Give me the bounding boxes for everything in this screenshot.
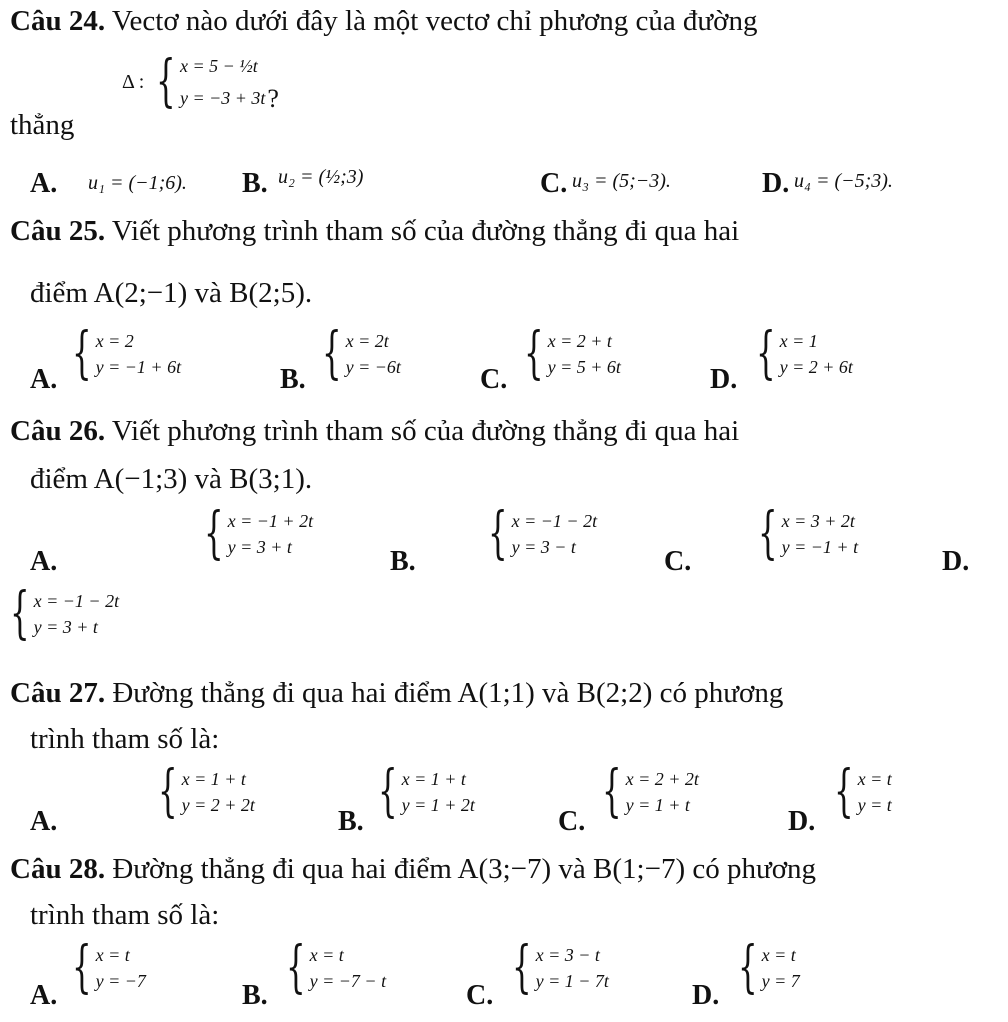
q24-line1	[10, 4, 758, 38]
brace-icon: {	[834, 759, 854, 824]
q26-C-system	[750, 501, 859, 566]
brace-icon: {	[322, 321, 342, 386]
brace-icon: {	[10, 581, 30, 646]
q25-D-eq1: x = 1	[779, 331, 818, 351]
q28-B-eq2: y = −7 − t	[309, 971, 387, 991]
q25-A-label[interactable]: A.	[30, 364, 58, 395]
q24-A-value: u₁ = (−1;6).	[88, 172, 187, 194]
q24-D-label[interactable]: D.	[762, 168, 790, 199]
q25-text2: điểm A(2;−1) và B(2;5).	[30, 277, 313, 309]
q26-D-system	[2, 581, 120, 646]
q26-B-eq1: x = −1 − 2t	[511, 511, 598, 531]
q27-D-system	[826, 759, 892, 824]
q28-C-eq1: x = 3 − t	[535, 945, 600, 965]
q24-B-value: u₂ = (½;3)	[278, 166, 364, 188]
brace-icon: {	[204, 501, 224, 566]
q27-line1	[10, 676, 783, 710]
q26-A-eq2: y = 3 + t	[227, 537, 292, 557]
q27-A-eq2: y = 2 + 2t	[181, 795, 255, 815]
q26-line1	[10, 414, 739, 448]
q28-text2: trình tham số là:	[30, 899, 220, 931]
brace-icon: {	[72, 935, 92, 1000]
q26-text2: điểm A(−1;3) và B(3;1).	[30, 463, 313, 495]
brace-icon: {	[156, 49, 176, 114]
q27-text: Đường thẳng đi qua hai điểm A(1;1) và B(2;2) có phương	[112, 677, 784, 709]
q28-A-eq2: y = −7	[95, 971, 146, 991]
q24-B-label[interactable]: B.	[242, 168, 268, 199]
q24-C-value: u₃ = (5;−3).	[572, 170, 671, 192]
q28-D-label[interactable]: D.	[692, 980, 720, 1011]
brace-icon: {	[72, 321, 92, 386]
q26-B-label[interactable]: B.	[390, 546, 416, 577]
q27-B-system	[370, 759, 475, 824]
q26-C-eq2: y = −1 + t	[781, 537, 859, 557]
q25-A-system	[64, 321, 182, 386]
q25-B-label[interactable]: B.	[280, 364, 306, 395]
q26-D-label[interactable]: D.	[942, 546, 970, 577]
q27-A-eq1: x = 1 + t	[181, 769, 246, 789]
brace-icon: {	[524, 321, 544, 386]
q28-B-label[interactable]: B.	[242, 980, 268, 1011]
brace-icon: {	[158, 759, 178, 824]
q25-title: Câu 25.	[10, 215, 106, 247]
q27-A-label[interactable]: A.	[30, 806, 58, 837]
q27-C-system	[594, 759, 699, 824]
q27-C-eq2: y = 1 + t	[625, 795, 690, 815]
q26-A-label[interactable]: A.	[30, 546, 58, 577]
q27-B-eq2: y = 1 + 2t	[401, 795, 475, 815]
q27-text2: trình tham số là:	[30, 723, 220, 755]
q25-text: Viết phương trình tham số của đường thẳng đi qua hai	[111, 215, 740, 247]
q27-B-eq1: x = 1 + t	[401, 769, 466, 789]
q28-C-system	[504, 935, 609, 1000]
q27-B-label[interactable]: B.	[338, 806, 364, 837]
q28-D-eq2: y = 7	[761, 971, 800, 991]
brace-icon: {	[378, 759, 398, 824]
q25-A-eq2: y = −1 + 6t	[95, 357, 182, 377]
q28-A-system	[64, 935, 146, 1000]
brace-icon: {	[286, 935, 306, 1000]
q25-B-eq2: y = −6t	[345, 357, 401, 377]
q28-C-label[interactable]: C.	[466, 980, 494, 1011]
q24-delta: Δ :	[122, 70, 145, 93]
q26-B-system	[480, 501, 598, 566]
q27-title: Câu 27.	[10, 677, 106, 709]
brace-icon: {	[758, 501, 778, 566]
q27-D-eq2: y = t	[857, 795, 892, 815]
brace-icon: {	[738, 935, 758, 1000]
q24-prefix: thẳng	[10, 109, 75, 141]
q27-D-eq1: x = t	[857, 769, 892, 789]
q25-B-eq1: x = 2t	[345, 331, 389, 351]
q26-D-eq2: y = 3 + t	[33, 617, 98, 637]
q28-text: Đường thẳng đi qua hai điểm A(3;−7) và B(1;−7) có phương	[112, 853, 817, 885]
q25-A-eq1: x = 2	[95, 331, 134, 351]
q24-delta-system	[122, 50, 279, 114]
q25-C-eq2: y = 5 + 6t	[547, 357, 621, 377]
q26-A-eq1: x = −1 + 2t	[227, 511, 314, 531]
q26-text: Viết phương trình tham số của đường thẳng đi qua hai	[111, 415, 740, 447]
q25-D-system	[748, 321, 853, 386]
q28-title: Câu 28.	[10, 853, 106, 885]
q28-A-eq1: x = t	[95, 945, 130, 965]
q25-C-system	[516, 321, 621, 386]
q27-D-label[interactable]: D.	[788, 806, 816, 837]
brace-icon: {	[488, 501, 508, 566]
q28-D-eq1: x = t	[761, 945, 796, 965]
q24-line2	[10, 108, 74, 142]
q24-qmark: ?	[267, 84, 279, 113]
q25-C-label[interactable]: C.	[480, 364, 508, 395]
q25-C-eq1: x = 2 + t	[547, 331, 612, 351]
q28-A-label[interactable]: A.	[30, 980, 58, 1011]
q25-D-eq2: y = 2 + 6t	[779, 357, 853, 377]
q28-B-eq1: x = t	[309, 945, 344, 965]
q26-D-eq1: x = −1 − 2t	[33, 591, 120, 611]
q25-B-system	[314, 321, 401, 386]
q24-D-value: u₄ = (−5;3).	[794, 170, 893, 192]
q24-eq1: x = 5 − ½t	[179, 56, 258, 76]
q24-title: Câu 24.	[10, 5, 106, 37]
q24-A-label[interactable]: A.	[30, 168, 58, 199]
q26-C-eq1: x = 3 + 2t	[781, 511, 855, 531]
q24-eq2: y = −3 + 3t	[179, 88, 266, 108]
q24-C-label[interactable]: C.	[540, 168, 568, 199]
q28-D-system	[730, 935, 800, 1000]
q24-text: Vectơ nào dưới đây là một vectơ chỉ phương của đường	[111, 5, 758, 37]
q27-C-label[interactable]: C.	[558, 806, 586, 837]
q26-B-eq2: y = 3 − t	[511, 537, 576, 557]
brace-icon: {	[756, 321, 776, 386]
q26-A-system	[196, 501, 314, 566]
q28-B-system	[278, 935, 387, 1000]
q28-C-eq2: y = 1 − 7t	[535, 971, 609, 991]
q26-C-label[interactable]: C.	[664, 546, 692, 577]
q27-C-eq1: x = 2 + 2t	[625, 769, 699, 789]
q26-title: Câu 26.	[10, 415, 106, 447]
brace-icon: {	[512, 935, 532, 1000]
q25-line1	[10, 214, 739, 248]
q27-A-system	[150, 759, 255, 824]
q25-D-label[interactable]: D.	[710, 364, 738, 395]
brace-icon: {	[602, 759, 622, 824]
q28-line1	[10, 852, 816, 886]
